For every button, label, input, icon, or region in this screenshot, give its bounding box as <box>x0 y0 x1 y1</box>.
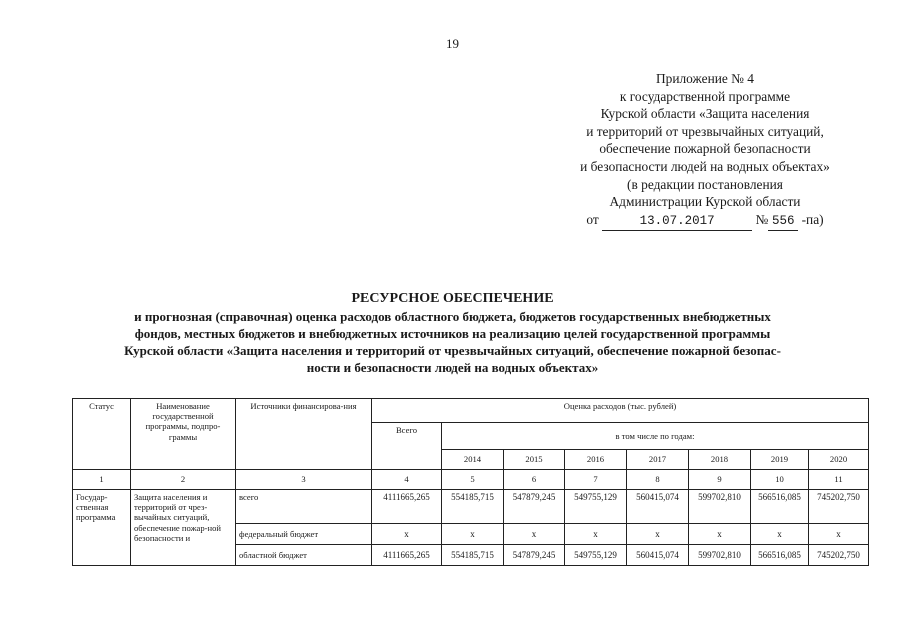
appendix-line: Администрации Курской области <box>609 194 801 210</box>
value-cell: x <box>627 524 689 545</box>
value-cell: 745202,750 <box>809 490 869 524</box>
value-cell: 560415,074 <box>627 545 689 566</box>
value-cell: 599702,810 <box>689 545 751 566</box>
source-cell: областной бюджет <box>236 545 372 566</box>
suffix-label: -па) <box>801 211 824 227</box>
date-field: 13.07.2017 <box>602 213 752 232</box>
header-year: 2015 <box>504 450 565 470</box>
value-cell: 549755,129 <box>565 490 627 524</box>
program-name-cell: Защита населения и территорий от чрез-вычайных ситуаций, обеспечение пожар-ной безопасности и <box>131 490 236 566</box>
value-cell: x <box>565 524 627 545</box>
title-line: ности и безопасности людей на водных объектах» <box>306 360 599 375</box>
value-cell: 547879,245 <box>504 490 565 524</box>
header-year: 2019 <box>751 450 809 470</box>
value-cell: 547879,245 <box>504 545 565 566</box>
col-number: 5 <box>442 470 504 490</box>
status-cell: Государ-ственная программа <box>73 490 131 566</box>
value-cell: x <box>751 524 809 545</box>
col-number: 7 <box>565 470 627 490</box>
header-year: 2017 <box>627 450 689 470</box>
title-line: Курской области «Защита населения и территорий от чрезвычайных ситуаций, обеспечение пожарной безопас- <box>124 343 781 358</box>
source-cell: федеральный бюджет <box>236 524 372 545</box>
resource-table <box>72 398 869 566</box>
appendix-line: Приложение № 4 <box>655 71 755 86</box>
col-number: 1 <box>73 470 131 490</box>
document-title <box>95 290 810 376</box>
value-cell: 4111665,265 <box>372 545 442 566</box>
header-year: 2016 <box>565 450 627 470</box>
value-cell: 554185,715 <box>442 490 504 524</box>
title-main: РЕСУРСНОЕ ОБЕСПЕЧЕНИЕ <box>351 291 554 306</box>
number-field: 556 <box>768 213 798 232</box>
value-cell: x <box>504 524 565 545</box>
col-number: 11 <box>809 470 869 490</box>
value-cell: 554185,715 <box>442 545 504 566</box>
source-cell: всего <box>236 490 372 524</box>
header-total: Всего <box>372 423 442 470</box>
value-cell: x <box>372 524 442 545</box>
appendix-line: обеспечение пожарной безопасности <box>599 141 811 157</box>
value-cell: 745202,750 <box>809 545 869 566</box>
col-number: 2 <box>131 470 236 490</box>
value-cell: 4111665,265 <box>372 490 442 524</box>
value-cell: 566516,085 <box>751 490 809 524</box>
header-year: 2018 <box>689 450 751 470</box>
number-sign: № <box>755 211 769 227</box>
value-cell: x <box>442 524 504 545</box>
col-number: 9 <box>689 470 751 490</box>
header-status: Статус <box>73 399 131 470</box>
appendix-line: к государственной программе <box>619 88 791 104</box>
header-by-years: в том числе по годам: <box>442 423 869 450</box>
col-number: 10 <box>751 470 809 490</box>
header-year: 2014 <box>442 450 504 470</box>
value-cell: 549755,129 <box>565 545 627 566</box>
value-cell: x <box>809 524 869 545</box>
header-source: Источники финансирова-ния <box>236 399 372 470</box>
table-row <box>73 490 869 524</box>
header-estimate: Оценка расходов (тыс. рублей) <box>372 399 869 423</box>
col-number: 3 <box>236 470 372 490</box>
header-year: 2020 <box>809 450 869 470</box>
from-label: от <box>586 211 599 227</box>
signature-line <box>540 211 870 232</box>
col-number: 6 <box>504 470 565 490</box>
value-cell: 599702,810 <box>689 490 751 524</box>
appendix-line: (в редакции постановления <box>627 176 783 192</box>
title-line: фондов, местных бюджетов и внебюджетных источников на реализацию целей государственной программы <box>134 326 771 341</box>
col-number: 4 <box>372 470 442 490</box>
value-cell: 566516,085 <box>751 545 809 566</box>
value-cell: x <box>689 524 751 545</box>
title-line: и прогнозная (справочная) оценка расходов областного бюджета, бюджетов государственных внебюджетных <box>134 309 771 324</box>
appendix-line: Курской области «Защита населения <box>600 106 810 122</box>
header-name: Наименование государственной программы, подпро-граммы <box>131 399 236 470</box>
value-cell: 560415,074 <box>627 490 689 524</box>
appendix-block <box>540 70 870 231</box>
col-number: 8 <box>627 470 689 490</box>
appendix-line: и территорий от чрезвычайных ситуаций, <box>586 123 824 139</box>
page-number: 19 <box>446 36 459 51</box>
appendix-line: и безопасности людей на водных объектах» <box>580 158 830 174</box>
